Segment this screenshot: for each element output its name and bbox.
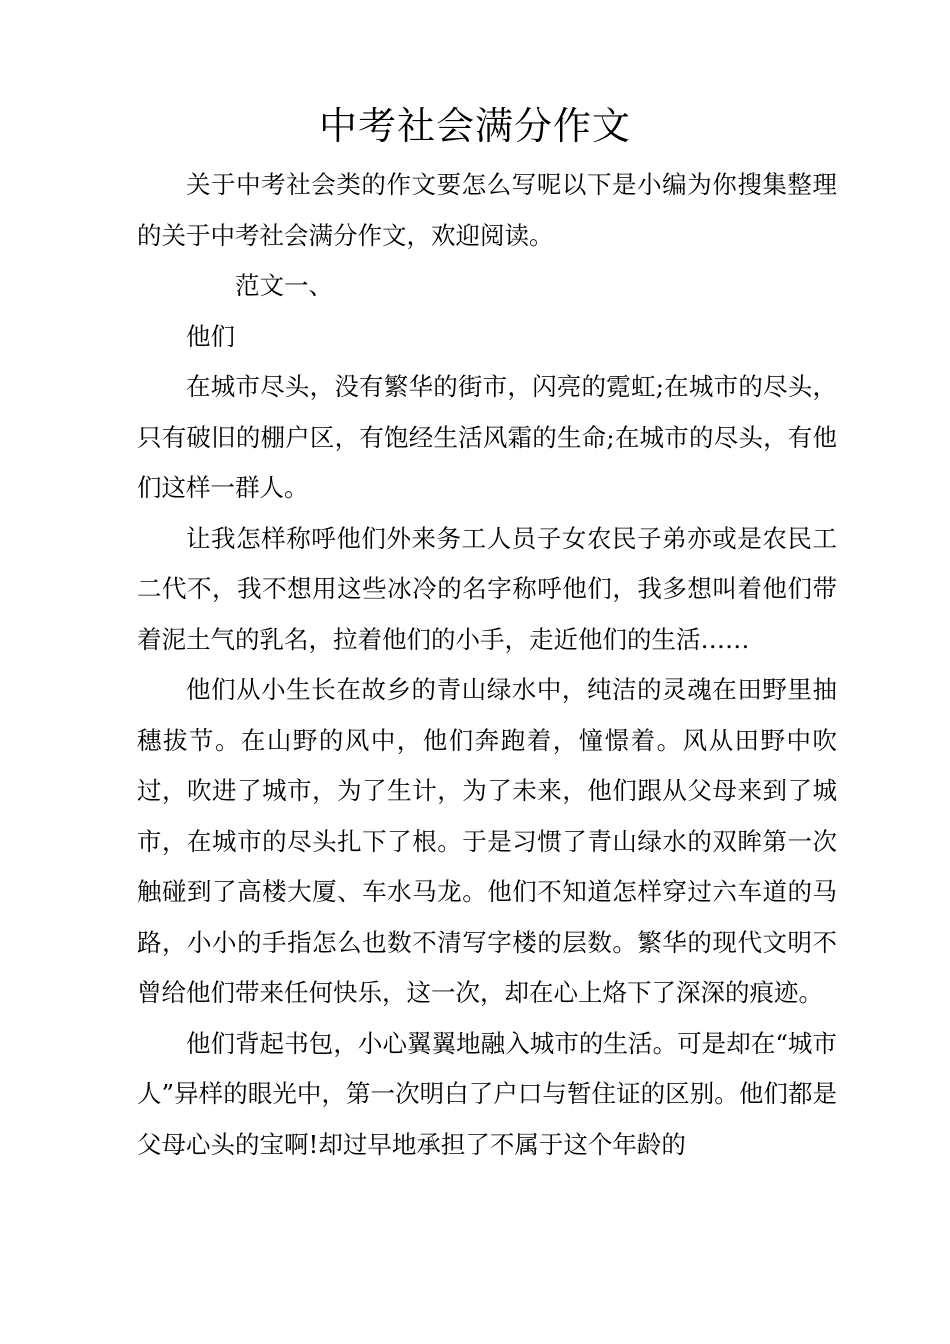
body-paragraph: 让我怎样称呼他们外来务工人员子女农民子弟亦或是农民工二代不，我不想用这些冰冷的名字称呼他们，我多想叫着他们带着泥土气的乳名，拉着他们的小手，走近他们的生活……	[137, 523, 837, 654]
document-title: 中考社会满分作文	[318, 104, 631, 148]
section-label: 范文一、	[235, 271, 333, 300]
essay-title: 他们	[186, 321, 235, 351]
document-body	[137, 160, 837, 1170]
body-paragraph: 他们背起书包，小心翼翼地融入城市的生活。可是却在“城市人”异样的眼光中，第一次明白了户口与暂住证的区别。他们都是父母心头的宝啊!却过早地承担了不属于这个年龄的	[137, 1028, 837, 1159]
body-paragraph: 他们从小生长在故乡的青山绿水中，纯洁的灵魂在田野里抽穗拔节。在山野的风中，他们奔跑着，憧憬着。风从田野中吹过，吹进了城市，为了生计，为了未来，他们跟从父母来到了城市，在城市的尽头扎下了根。于是习惯了青山绿水的双眸第一次触碰到了高楼大厦、车水马龙。他们不知道怎样穿过六车道的马路，小小的手指怎么也数不清写字楼的层数。繁华的现代文明不曾给他们带来任何快乐，这一次，却在心上烙下了深深的痕迹。	[137, 675, 837, 1007]
intro-paragraph: 关于中考社会类的作文要怎么写呢以下是小编为你搜集整理的关于中考社会满分作文，欢迎阅读。	[137, 170, 837, 250]
body-paragraph: 在城市尽头，没有繁华的街市，闪亮的霓虹;在城市的尽头，只有破旧的棚户区，有饱经生活风霜的生命;在城市的尽头，有他们这样一群人。	[137, 372, 837, 502]
